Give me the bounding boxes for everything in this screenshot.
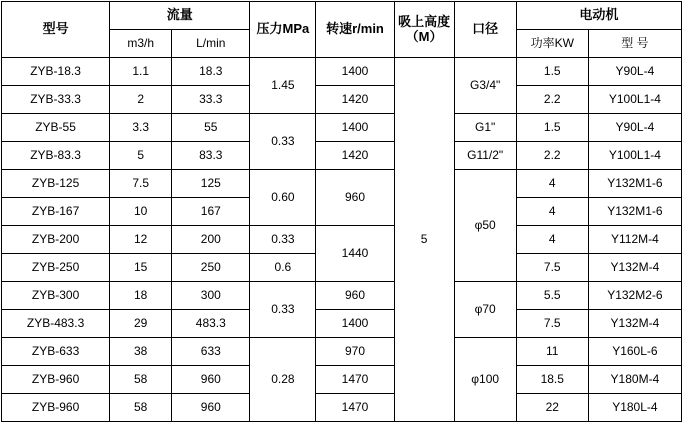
cell-flow-m3h: 3.3 xyxy=(110,114,172,142)
cell-motor-model: Y132M-4 xyxy=(588,254,681,282)
cell-model: ZYB-33.3 xyxy=(2,86,110,114)
cell-bore: φ100 xyxy=(454,338,516,422)
cell-motor-model: Y100L1-4 xyxy=(588,86,681,114)
cell-motor-model: Y90L-4 xyxy=(588,114,681,142)
cell-model: ZYB-125 xyxy=(2,170,110,198)
cell-flow-lmin: 55 xyxy=(172,114,250,142)
cell-model: ZYB-200 xyxy=(2,226,110,254)
cell-model: ZYB-960 xyxy=(2,394,110,422)
table-row xyxy=(2,310,682,338)
header-suction-line2: （M） xyxy=(405,28,443,44)
cell-motor-model: Y160L-6 xyxy=(588,338,681,366)
cell-motor-power: 18.5 xyxy=(516,366,588,394)
table-row xyxy=(2,394,682,422)
table-row xyxy=(2,338,682,366)
cell-flow-m3h: 58 xyxy=(110,394,172,422)
header-flow-lmin: L/min xyxy=(172,30,250,58)
cell-motor-model: Y180M-4 xyxy=(588,366,681,394)
table-row xyxy=(2,114,682,142)
cell-model: ZYB-250 xyxy=(2,254,110,282)
cell-flow-lmin: 483.3 xyxy=(172,310,250,338)
cell-pressure: 1.45 xyxy=(250,58,316,114)
cell-flow-lmin: 300 xyxy=(172,282,250,310)
cell-flow-m3h: 58 xyxy=(110,366,172,394)
cell-motor-power: 4 xyxy=(516,170,588,198)
cell-speed: 1420 xyxy=(316,142,394,170)
cell-speed: 1400 xyxy=(316,58,394,86)
cell-flow-m3h: 29 xyxy=(110,310,172,338)
cell-flow-lmin: 250 xyxy=(172,254,250,282)
cell-flow-lmin: 960 xyxy=(172,366,250,394)
cell-motor-model: Y90L-4 xyxy=(588,58,681,86)
cell-speed: 1470 xyxy=(316,366,394,394)
cell-model: ZYB-167 xyxy=(2,198,110,226)
cell-motor-power: 5.5 xyxy=(516,282,588,310)
cell-motor-model: Y112M-4 xyxy=(588,226,681,254)
cell-flow-m3h: 10 xyxy=(110,198,172,226)
pump-specification-table xyxy=(1,1,682,422)
header-speed: 转速r/min xyxy=(316,2,394,58)
cell-speed: 960 xyxy=(316,282,394,310)
cell-model: ZYB-55 xyxy=(2,114,110,142)
cell-pressure: 0.33 xyxy=(250,114,316,170)
cell-motor-power: 7.5 xyxy=(516,310,588,338)
cell-motor-power: 4 xyxy=(516,198,588,226)
cell-model: ZYB-960 xyxy=(2,366,110,394)
table-row xyxy=(2,282,682,310)
cell-flow-m3h: 1.1 xyxy=(110,58,172,86)
cell-flow-m3h: 15 xyxy=(110,254,172,282)
cell-model: ZYB-633 xyxy=(2,338,110,366)
cell-flow-m3h: 38 xyxy=(110,338,172,366)
cell-flow-lmin: 960 xyxy=(172,394,250,422)
header-motor: 电动机 xyxy=(516,2,681,30)
header-flow-m3h: m3/h xyxy=(110,30,172,58)
cell-motor-model: Y132M-4 xyxy=(588,310,681,338)
cell-motor-model: Y100L1-4 xyxy=(588,142,681,170)
cell-flow-lmin: 33.3 xyxy=(172,86,250,114)
header-flow: 流量 xyxy=(110,2,250,30)
cell-bore: φ50 xyxy=(454,170,516,282)
cell-speed: 1420 xyxy=(316,86,394,114)
cell-motor-power: 1.5 xyxy=(516,58,588,86)
cell-speed: 960 xyxy=(316,170,394,226)
cell-speed: 1400 xyxy=(316,310,394,338)
cell-motor-model: Y132M2-6 xyxy=(588,282,681,310)
cell-flow-lmin: 200 xyxy=(172,226,250,254)
table-row xyxy=(2,142,682,170)
table-row xyxy=(2,86,682,114)
table-row xyxy=(2,58,682,86)
cell-model: ZYB-83.3 xyxy=(2,142,110,170)
cell-motor-model: Y180L-4 xyxy=(588,394,681,422)
cell-speed: 970 xyxy=(316,338,394,366)
cell-motor-power: 2.2 xyxy=(516,142,588,170)
cell-flow-m3h: 5 xyxy=(110,142,172,170)
cell-pressure: 0.33 xyxy=(250,226,316,254)
cell-pressure: 0.60 xyxy=(250,170,316,226)
cell-motor-power: 22 xyxy=(516,394,588,422)
cell-pressure: 0.6 xyxy=(250,254,316,282)
cell-motor-power: 11 xyxy=(516,338,588,366)
cell-bore: G3/4" xyxy=(454,58,516,114)
cell-suction-head: 5 xyxy=(394,58,454,422)
table-header-row xyxy=(2,2,682,30)
cell-motor-power: 1.5 xyxy=(516,114,588,142)
cell-flow-m3h: 18 xyxy=(110,282,172,310)
cell-pressure: 0.28 xyxy=(250,338,316,422)
cell-flow-lmin: 83.3 xyxy=(172,142,250,170)
header-motor-power: 功率KW xyxy=(516,30,588,58)
cell-motor-model: Y132M1-6 xyxy=(588,198,681,226)
cell-speed: 1470 xyxy=(316,394,394,422)
cell-pressure: 0.33 xyxy=(250,282,316,338)
cell-flow-lmin: 18.3 xyxy=(172,58,250,86)
cell-flow-m3h: 2 xyxy=(110,86,172,114)
cell-bore: φ70 xyxy=(454,282,516,338)
header-suction-head xyxy=(394,2,454,58)
cell-flow-m3h: 12 xyxy=(110,226,172,254)
cell-bore: G1" xyxy=(454,114,516,142)
cell-motor-power: 7.5 xyxy=(516,254,588,282)
cell-flow-m3h: 7.5 xyxy=(110,170,172,198)
table-row xyxy=(2,366,682,394)
cell-motor-power: 2.2 xyxy=(516,86,588,114)
cell-model: ZYB-18.3 xyxy=(2,58,110,86)
cell-motor-power: 4 xyxy=(516,226,588,254)
cell-speed: 1400 xyxy=(316,114,394,142)
cell-model: ZYB-483.3 xyxy=(2,310,110,338)
cell-speed: 1440 xyxy=(316,226,394,282)
header-bore: 口径 xyxy=(454,2,516,58)
header-motor-model: 型 号 xyxy=(588,30,681,58)
header-suction-line1: 吸上高度 xyxy=(398,13,451,29)
header-pressure: 压力MPa xyxy=(250,2,316,58)
cell-flow-lmin: 125 xyxy=(172,170,250,198)
cell-model: ZYB-300 xyxy=(2,282,110,310)
cell-flow-lmin: 633 xyxy=(172,338,250,366)
table-row xyxy=(2,226,682,254)
cell-flow-lmin: 167 xyxy=(172,198,250,226)
header-model: 型号 xyxy=(2,2,110,58)
cell-motor-model: Y132M1-6 xyxy=(588,170,681,198)
cell-bore: G11/2" xyxy=(454,142,516,170)
table-row xyxy=(2,170,682,198)
